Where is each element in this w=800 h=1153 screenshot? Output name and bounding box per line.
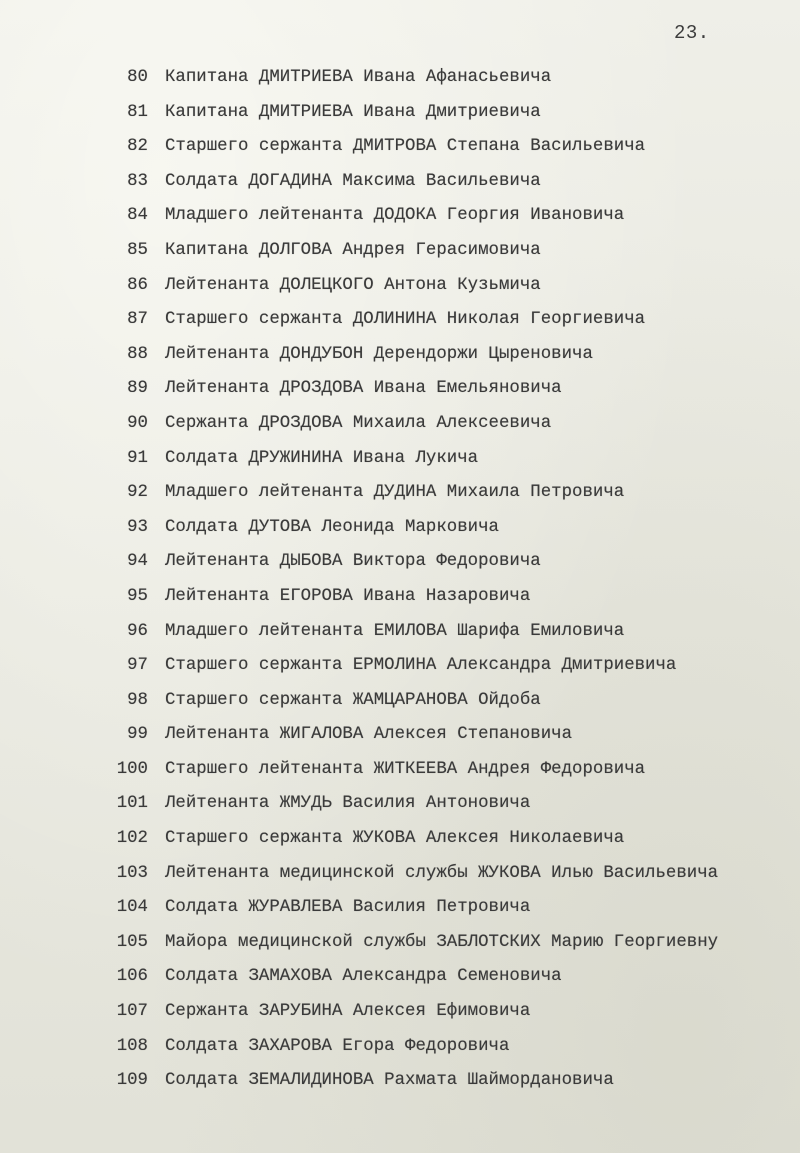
entry-text: Старшего сержанта ЖУКОВА Алексея Николаевича [165, 829, 625, 849]
entry-text: Старшего сержанта ДМИТРОВА Степана Васильевича [165, 137, 646, 157]
entry-number: 87 [127, 310, 148, 330]
entry-text: Старшего лейтенанта ЖИТКЕЕВА Андрея Федоровича [165, 759, 646, 779]
entry-text: Сержанта ЗАРУБИНА Алексея Ефимовича [165, 1002, 531, 1022]
list-item [0, 825, 800, 860]
entry-text: Солдата ДРУЖИНИНА Ивана Лукича [165, 448, 479, 468]
list-item [0, 445, 800, 480]
entry-number: 105 [116, 932, 148, 952]
entry-number: 100 [116, 759, 148, 779]
list-item [0, 133, 800, 168]
entry-text: Лейтенанта ДОНДУБОН Дерендоржи Цыреновича [165, 344, 593, 364]
award-list [0, 64, 800, 1102]
entry-text: Младшего лейтенанта ДУДИНА Михаила Петровича [165, 483, 625, 503]
entry-number: 97 [127, 656, 148, 676]
entry-text: Капитана ДМИТРИЕВА Ивана Афанасьевича [165, 68, 552, 87]
entry-text: Старшего сержанта ДОЛИНИНА Николая Георгиевича [165, 310, 646, 330]
list-item [0, 341, 800, 376]
entry-number: 84 [127, 206, 148, 226]
entry-text: Солдата ЖУРАВЛЕВА Василия Петровича [165, 898, 531, 918]
entry-text: Младшего лейтенанта ДОДОКА Георгия Ивановича [165, 206, 625, 226]
entry-number: 83 [127, 171, 148, 191]
list-item [0, 618, 800, 653]
entry-text: Солдата ДОГАДИНА Максима Васильевича [165, 171, 541, 191]
entry-number: 93 [127, 517, 148, 537]
entry-number: 80 [127, 68, 148, 87]
entry-text: Лейтенанта ЖИГАЛОВА Алексея Степановича [165, 725, 573, 745]
list-item [0, 1067, 800, 1102]
list-item [0, 410, 800, 445]
list-item [0, 64, 800, 99]
entry-number: 88 [127, 344, 148, 364]
entry-text: Сержанта ДРОЗДОВА Михаила Алексеевича [165, 413, 552, 433]
entry-number: 86 [127, 275, 148, 295]
entry-number: 103 [116, 863, 148, 883]
list-item [0, 99, 800, 134]
entry-text: Младшего лейтенанта ЕМИЛОВА Шарифа Емиловича [165, 621, 625, 641]
entry-text: Капитана ДОЛГОВА Андрея Герасимовича [165, 240, 541, 260]
entry-text: Солдата ЗАХАРОВА Егора Федоровича [165, 1036, 510, 1056]
entry-number: 107 [116, 1002, 148, 1022]
entry-number: 85 [127, 240, 148, 260]
entry-number: 99 [127, 725, 148, 745]
entry-text: Лейтенанта ЕГОРОВА Ивана Назаровича [165, 586, 531, 606]
list-item [0, 583, 800, 618]
list-item [0, 548, 800, 583]
entry-text: Лейтенанта ДЫБОВА Виктора Федоровича [165, 552, 541, 572]
list-item [0, 929, 800, 964]
list-item [0, 790, 800, 825]
entry-number: 81 [127, 102, 148, 122]
entry-text: Майора медицинской службы ЗАБЛОТСКИХ Марию Георгиевну [165, 932, 719, 952]
entry-text: Лейтенанта ДРОЗДОВА Ивана Емельяновича [165, 379, 562, 399]
list-item [0, 237, 800, 272]
entry-number: 82 [127, 137, 148, 157]
list-item [0, 1033, 800, 1068]
list-item [0, 860, 800, 895]
entry-text: Лейтенанта медицинской службы ЖУКОВА Илью Васильевича [165, 863, 719, 883]
list-item [0, 894, 800, 929]
list-item [0, 998, 800, 1033]
page-number: 23. [674, 22, 710, 44]
entry-text: Лейтенанта ЖМУДЬ Василия Антоновича [165, 794, 531, 814]
entry-text: Лейтенанта ДОЛЕЦКОГО Антона Кузьмича [165, 275, 541, 295]
entry-number: 91 [127, 448, 148, 468]
entry-number: 106 [116, 967, 148, 987]
entry-text: Капитана ДМИТРИЕВА Ивана Дмитриевича [165, 102, 541, 122]
list-item [0, 375, 800, 410]
entry-number: 104 [116, 898, 148, 918]
list-item [0, 202, 800, 237]
entry-text: Солдата ДУТОВА Леонида Марковича [165, 517, 499, 537]
list-item [0, 721, 800, 756]
list-item [0, 514, 800, 549]
entry-text: Солдата ЗЕМАЛИДИНОВА Рахмата Шаймордановича [165, 1071, 614, 1091]
entry-number: 89 [127, 379, 148, 399]
entry-number: 98 [127, 690, 148, 710]
list-item [0, 652, 800, 687]
entry-text: Старшего сержанта ЕРМОЛИНА Александра Дмитриевича [165, 656, 677, 676]
entry-number: 96 [127, 621, 148, 641]
entry-number: 90 [127, 413, 148, 433]
list-item [0, 272, 800, 307]
list-item [0, 306, 800, 341]
list-item [0, 756, 800, 791]
entry-number: 108 [116, 1036, 148, 1056]
list-item [0, 479, 800, 514]
entry-text: Старшего сержанта ЖАМЦАРАНОВА Ойдоба [165, 690, 541, 710]
list-item [0, 963, 800, 998]
list-item [0, 168, 800, 203]
entry-number: 102 [116, 829, 148, 849]
entry-text: Солдата ЗАМАХОВА Александра Семеновича [165, 967, 562, 987]
entry-number: 109 [116, 1071, 148, 1091]
list-item [0, 687, 800, 722]
entry-number: 95 [127, 586, 148, 606]
entry-number: 101 [116, 794, 148, 814]
entry-number: 92 [127, 483, 148, 503]
entry-number: 94 [127, 552, 148, 572]
